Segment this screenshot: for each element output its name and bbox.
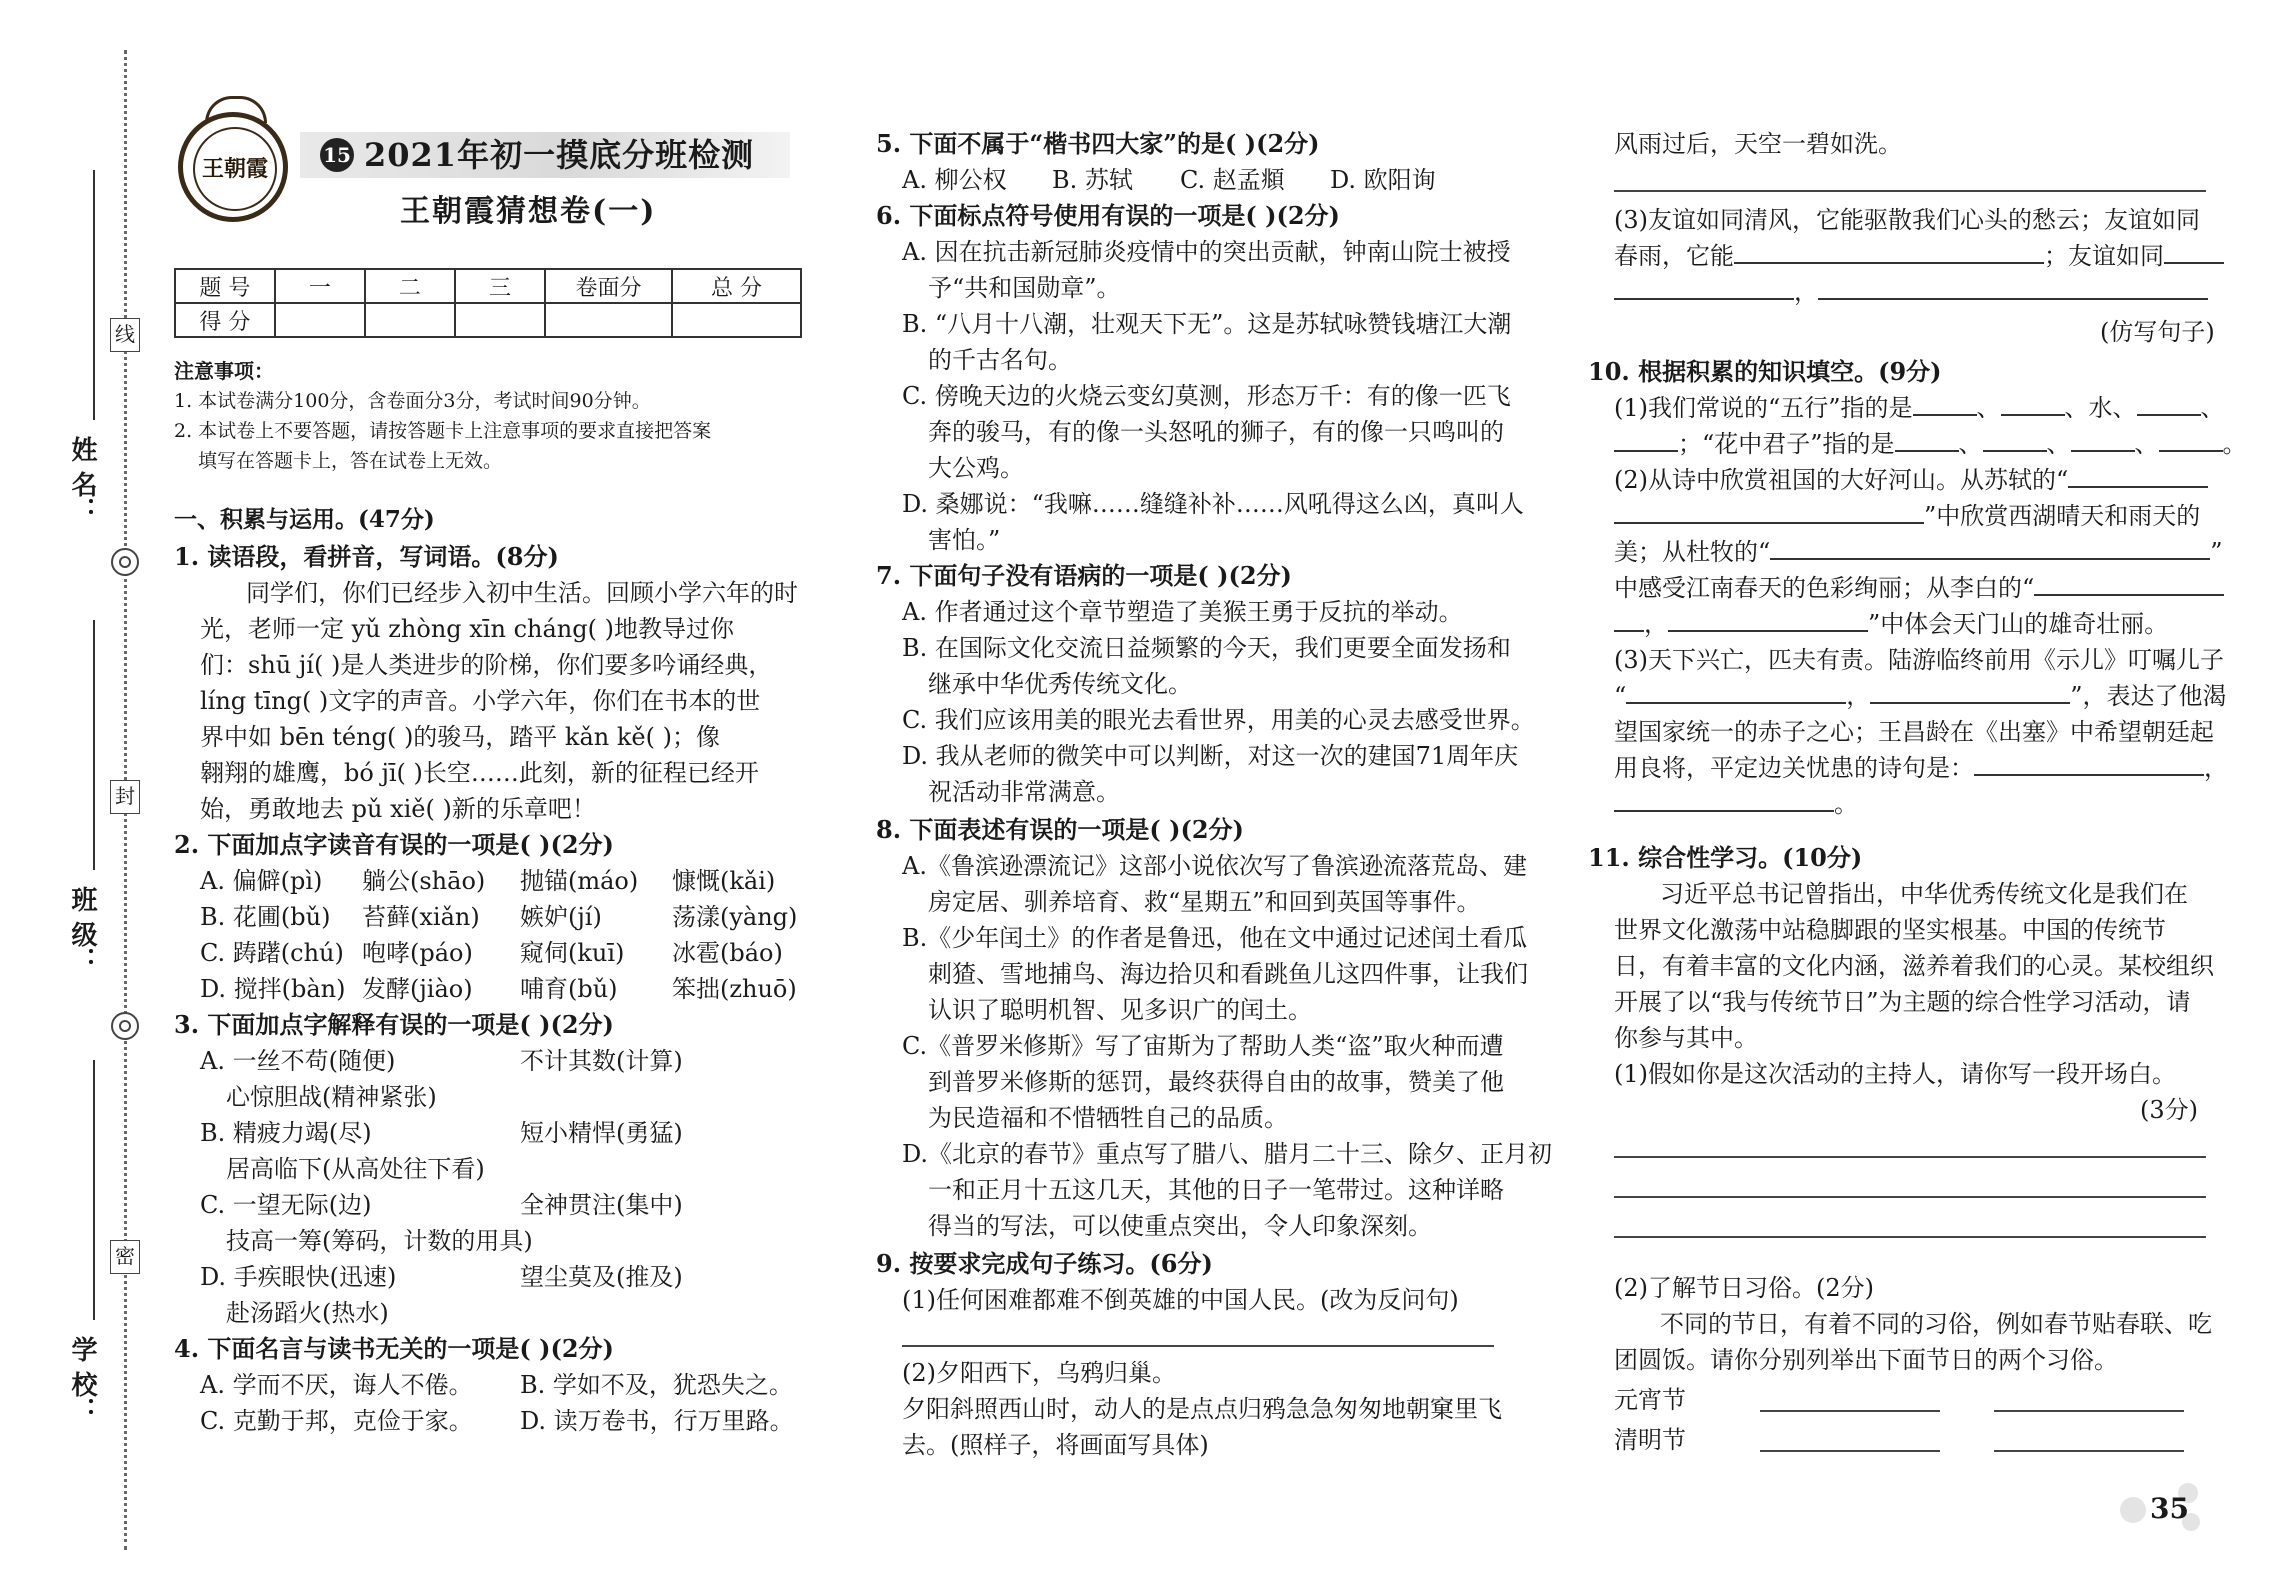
answer-line[interactable] [1760, 1410, 1940, 1412]
flower-decoration-icon [2120, 1497, 2146, 1523]
blank[interactable] [1614, 786, 1834, 812]
blank[interactable] [2159, 426, 2223, 452]
blank[interactable] [1734, 238, 2044, 264]
binding-margin [0, 0, 160, 1582]
blank[interactable] [1626, 678, 1846, 704]
page-number: 35 [2120, 1487, 2210, 1533]
exam-title: 2021年初一摸底分班检测 [364, 136, 755, 174]
score-cell[interactable] [365, 303, 455, 337]
binding-hole-icon [111, 548, 139, 576]
question-title: 10. 根据积累的知识填空。(9分) [1588, 357, 1942, 386]
note-item: 1. 本试卷满分100分，含卷面分3分，考试时间90分钟。 [174, 390, 651, 412]
score-cell[interactable] [275, 303, 365, 337]
blank[interactable] [2164, 238, 2224, 264]
blank[interactable] [1770, 534, 2210, 560]
school-label: 学 校： [67, 1336, 97, 1424]
seal-mark-top: 线 [110, 318, 140, 352]
class-field[interactable] [55, 620, 99, 980]
blank[interactable] [1913, 390, 1977, 416]
blank[interactable] [1614, 498, 1924, 524]
blank[interactable] [1614, 274, 1794, 300]
blank[interactable] [2034, 570, 2224, 596]
seal-mark-bottom: 密 [110, 1240, 140, 1274]
logo: 王朝霞 [178, 112, 288, 222]
festival-label: 清明节 [1614, 1426, 1686, 1454]
blank[interactable] [1895, 426, 1959, 452]
class-label: 班 级： [67, 886, 97, 974]
question-title: 2. 下面加点字读音有误的一项是( )(2分) [174, 830, 614, 859]
score-cell[interactable] [672, 303, 801, 337]
blank[interactable] [2001, 390, 2065, 416]
note-item: 填写在答题卡上，答在试卷上无效。 [198, 450, 503, 472]
blank[interactable] [1870, 678, 2070, 704]
blank[interactable] [2137, 390, 2201, 416]
answer-line[interactable] [1760, 1450, 1940, 1452]
exam-subtitle: 王朝霞猜想卷(一) [400, 194, 657, 229]
question-title: 5. 下面不属于“楷书四大家”的是( )(2分) [876, 129, 1320, 158]
question-title: 1. 读语段，看拼音，写词语。(8分) [174, 542, 559, 571]
blank[interactable] [1974, 750, 2204, 776]
answer-line[interactable] [1614, 190, 2206, 192]
question-title: 3. 下面加点字解释有误的一项是( )(2分) [174, 1010, 614, 1039]
answer-line[interactable] [1994, 1450, 2184, 1452]
seal-mark-mid: 封 [110, 780, 140, 814]
question-title: 4. 下面名言与读书无关的一项是( )(2分) [174, 1334, 614, 1363]
badge-number: 15 [320, 138, 354, 172]
question-title: 6. 下面标点符号使用有误的一项是( )(2分) [876, 201, 1340, 230]
answer-line[interactable] [1614, 1156, 2206, 1158]
note-item: 2. 本试卷上不要答题，请按答题卡上注意事项的要求直接把答案 [174, 420, 712, 442]
answer-line[interactable] [1614, 1196, 2206, 1198]
festival-label: 元宵节 [1614, 1386, 1686, 1414]
question-title: 8. 下面表述有误的一项是( )(2分) [876, 815, 1244, 844]
section-heading: 一、积累与运用。(47分) [174, 506, 435, 533]
score-table-score-row: 得 分 [175, 303, 801, 337]
notes-heading: 注意事项： [174, 359, 274, 383]
score-cell[interactable] [545, 303, 672, 337]
score-table [174, 268, 802, 338]
answer-line[interactable] [1614, 1236, 2206, 1238]
score-table-header-row: 题 号 一 二 三 卷面分 总 分 [175, 269, 801, 303]
blank[interactable] [1983, 426, 2047, 452]
question-title: 9. 按要求完成句子练习。(6分) [876, 1249, 1213, 1278]
answer-line[interactable] [1994, 1410, 2184, 1412]
question-title: 7. 下面句子没有语病的一项是( )(2分) [876, 561, 1292, 590]
answer-line[interactable] [902, 1345, 1494, 1347]
blank[interactable] [2068, 462, 2208, 488]
blank[interactable] [2071, 426, 2135, 452]
name-label: 姓 名： [67, 436, 97, 524]
question-title: 11. 综合性学习。(10分) [1588, 843, 1863, 872]
blank[interactable] [1818, 274, 2208, 300]
name-field[interactable] [55, 170, 99, 530]
blank[interactable] [1668, 606, 1868, 632]
binding-hole-icon [111, 1012, 139, 1040]
exam-page: 线 封 密 姓 名： 班 级： 学 校： 王朝霞 15 2021年初一摸底分班检测 王朝霞猜想卷(一) 题 号 一 二 三 卷面分 总 分 得 分 注意事项： 1. 本试卷满分100分，含卷面分3分，考试时间90分钟。 2. 本试卷上不要答题，请按答题卡上注意事项的要求直接把答案 填写在答题卡上，答在试卷上无效。 一、积累与运用。(47分) 1. 读语段，看拼音，写词语。(8分) 同学们，你们已经步入初中生活。回顾小学六年的时 光，老师一定 yǔ zhòng xīn cháng( )地教导过你 们：shū jí( )是人类进步的阶梯，你们要多吟诵经典， líng tīng( )文字的声音。小学六年，你们在书本的世 界中如 bēn téng( )的骏马，踏平 kǎn kě( )；像 翱翔的雄鹰，bó jī( )长空……此刻，新的征程已经开 始，勇敢地去 pǔ xiě( )新的乐章吧！ 2. 下面加点字读音有误的一项是( )(2分) A. 偏僻(pì) 躺公(shāo) 抛锚(máo) 慷慨(kǎi) B. 花圃(bǔ) 苔藓(xiǎn) 嫉妒(jí) 荡漾(yàng) C. 踌躇(chú) 咆哮(páo) 窥伺(kuī) 冰雹(báo) D. 搅拌(bàn) 发酵(jiào) 哺育(bǔ) 笨拙(zhuō) 3. 下面加点字解释有误的一项是( )(2分) A. 一丝不苟(随便) 不计其数(计算) 心惊胆战(精神紧张) B. 精疲力竭(尽) 短小精悍(勇猛) 居高临下(从高处往下看) C. 一望无际(边) 全神贯注(集中) 技高一筹(筹码，计数的用具) D. 手疾眼快(迅速) 望尘莫及(推及) 赴汤蹈火(热水) 4. 下面名言与读书无关的一项是( )(2分) A. 学而不厌，诲人不倦。 B. 学如不及，犹恐失之。 C. 克勤于邦，克俭于家。 D. 读万卷书，行万里路。 5. 下面不属于“楷书四大家”的是( )(2分) A. 柳公权 B. 苏轼 C. 赵孟頫 D. 欧阳询 6. 下面标点符号使用有误的一项是( )(2分) A. 因在抗击新冠肺炎疫情中的突出贡献，钟南山院士被授 予“共和国勋章”。 B. “八月十八潮，壮观天下无”。这是苏轼咏赞钱塘江大潮 的千古名句。 C. 傍晚天边的火烧云变幻莫测，形态万千：有的像一匹飞 奔的骏马，有的像一头怒吼的狮子，有的像一只鸣叫的 大公鸡。 D. 桑娜说：“我嘛……缝缝补补……风吼得这么凶，真叫人 害怕。” 7. 下面句子没有语病的一项是( )(2分) A. 作者通过这个章节塑造了美猴王勇于反抗的举动。 B. 在国际文化交流日益频繁的今天，我们更要全面发扬和 继承中华优秀传统文化。 C. 我们应该用美的眼光去看世界，用美的心灵去感受世界。 D. 我从老师的微笑中可以判断，对这一次的建国71周年庆 祝活动非常满意。 8. 下面表述有误的一项是( )(2分) A.《鲁滨逊漂流记》这部小说依次写了鲁滨逊流落荒岛、建 房定居、驯养培育、救“星期五”和回到英国等事件。 B.《少年闰土》的作者是鲁迅，他在文中通过记述闰土看瓜 刺猹、雪地捕鸟、海边拾贝和看跳鱼儿这四件事，让我们 认识了聪明机智、见多识广的闰土。 C.《普罗米修斯》写了宙斯为了帮助人类“盗”取火种而遭 到普罗米修斯的惩罚，最终获得自由的故事，赞美了他 为民造福和不惜牺牲自己的品质。 D.《北京的春节》重点写了腊八、腊月二十三、除夕、正月初 一和正月十五这几天，其他的日子一笔带过。这种详略 得当的写法，可以使重点突出，令人印象深刻。 9. 按要求完成句子练习。(6分) (1)任何困难都难不倒英雄的中国人民。(改为反问句) (2)夕阳西下，乌鸦归巢。 夕阳斜照西山时，动人的是点点归鸦急急匆匆地朝窠里飞 去。(照样子，将画面写具体) 风雨过后，天空一碧如洗。 (3)友谊如同清风，它能驱散我们心头的愁云；友谊如同 春雨，它能 ；友谊如同 ， (仿写句子) 10. 根据积累的知识填空。(9分) (1)我们常说的“五行”指的是 、 、水、 、 ；“花中君子”指的是 、 、 、 。 (2)从诗中欣赏祖国的大好河山。从苏轼的“ ”中欣赏西湖晴天和雨天的 美；从杜牧的“ ” 中感受江南春天的色彩绚丽；从李白的“ ， ”中体会天门山的雄奇壮丽。 (3)天下兴亡，匹夫有责。陆游临终前用《示儿》叮嘱儿子 “ ， ”，表达了他渴 望国家统一的赤子之心；王昌龄在《出塞》中希望朝廷起 用良将，平定边关忧患的诗句是： ， 。 11. 综合性学习。(10分) 习近平总书记曾指出，中华优秀传统文化是我们在 世界文化激荡中站稳脚跟的坚实根基。中国的传统节 日，有着丰富的文化内涵，滋养着我们的心灵。某校组织 开展了以“我与传统节日”为主题的综合性学习活动，请 你参与其中。 (1)假如你是这次活动的主持人，请你写一段开场白。 (3分) (2)了解节日习俗。(2分) 不同的节日，有着不同的习俗，例如春节贴春联、吃 团圆饭。请你分别列举出下面节日的两个习俗。 元宵节 清明节 35 [0, 0, 2291, 1582]
blank[interactable] [1614, 426, 1678, 452]
school-field[interactable] [55, 1060, 99, 1430]
blank[interactable] [1614, 606, 1644, 632]
score-cell[interactable] [455, 303, 545, 337]
